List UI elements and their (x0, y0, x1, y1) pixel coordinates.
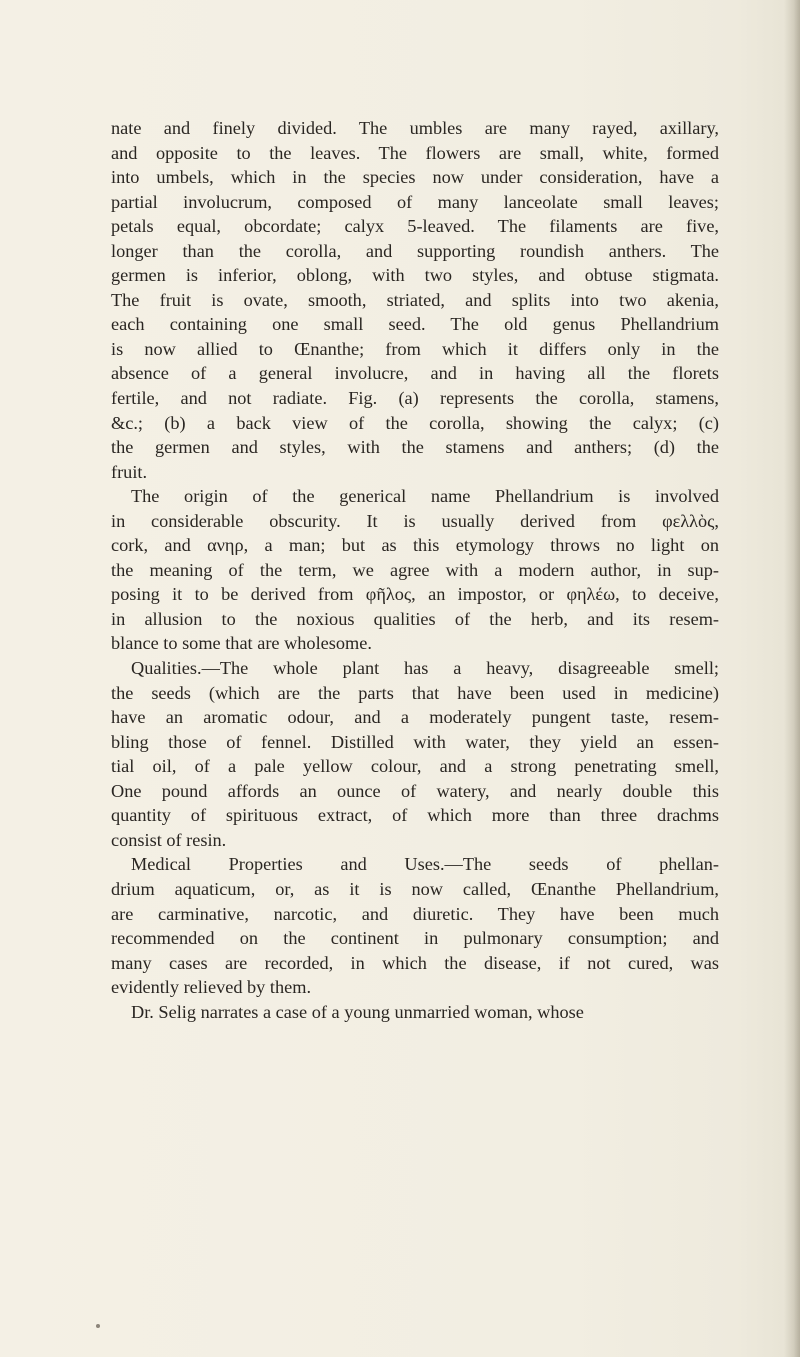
text-line: are carminative, narcotic, and diuretic. They have been much (111, 903, 719, 924)
text-line: the seeds (which are the parts that have been used in medicine) (111, 682, 719, 703)
text-line: each containing one small seed. The old genus Phellandrium (111, 314, 719, 335)
text-line: many cases are recorded, in which the disease, if not cured, was (111, 952, 719, 973)
ink-speck (96, 1324, 100, 1328)
section-heading-qualities: Qualities.—The whole plant has a heavy, disagreeable smell; (131, 658, 719, 679)
text-line: partial involucrum, composed of many lanceolate small leaves; (111, 191, 719, 212)
text-line: into umbels, which in the species now under consideration, have a (111, 167, 719, 188)
text-line: have an aromatic odour, and a moderately pungent taste, resem- (111, 707, 719, 728)
text-line: recommended on the continent in pulmonary consumption; and (111, 928, 719, 949)
text-line: germen is inferior, oblong, with two styles, and obtuse stigmata. (111, 265, 719, 286)
text-line: longer than the corolla, and supporting roundish anthers. The (111, 240, 719, 261)
text-line: fertile, and not radiate. Fig. (a) represents the corolla, stamens, (111, 388, 719, 409)
text-line: petals equal, obcordate; calyx 5-leaved. The filaments are five, (111, 216, 719, 237)
paragraph-start: Dr. Selig narrates a case of a young unmarried woman, whose (131, 1001, 584, 1022)
text-line: blance to some that are wholesome. (111, 633, 372, 654)
text-line: in considerable obscurity. It is usually derived from φελλὸς, (111, 510, 719, 531)
text-line: quantity of spirituous extract, of which more than three drachms (111, 805, 719, 826)
page-edge-shadow (784, 0, 800, 1357)
text-line: consist of resin. (111, 829, 227, 850)
text-line: bling those of fennel. Distilled with water, they yield an essen- (111, 731, 719, 752)
text-line: tial oil, of a pale yellow colour, and a strong penetrating smell, (111, 756, 719, 777)
text-line: is now allied to Œnanthe; from which it differs only in the (111, 338, 719, 359)
text-line: evidently relieved by them. (111, 977, 312, 998)
text-line: in allusion to the noxious qualities of the herb, and its resem- (111, 608, 719, 629)
text-line: cork, and ανηρ, a man; but as this etymology throws no light on (111, 535, 719, 556)
section-heading-medical: Medical Properties and Uses.—The seeds of phellan- (131, 854, 719, 875)
text-line: drium aquaticum, or, as it is now called, Œnanthe Phellandrium, (111, 878, 719, 899)
text-line: &c.; (b) a back view of the corolla, showing the calyx; (c) (111, 412, 719, 433)
text-line: posing it to be derived from φῆλος, an impostor, or φηλέω, to deceive, (111, 584, 719, 605)
text-line: the meaning of the term, we agree with a modern author, in sup- (111, 559, 719, 580)
body-text (111, 116, 719, 1024)
text-line: One pound affords an ounce of watery, and nearly double this (111, 780, 719, 801)
text-line: the germen and styles, with the stamens and anthers; (d) the (111, 437, 719, 458)
text-line: nate and finely divided. The umbles are many rayed, axillary, (111, 118, 719, 138)
text-line: absence of a general involucre, and in having all the florets (111, 363, 719, 384)
text-line: and opposite to the leaves. The flowers are small, white, formed (111, 142, 719, 163)
text-line: fruit. (111, 461, 148, 482)
paragraph-start: The origin of the generical name Phellandrium is involved (131, 486, 719, 507)
text-line: The fruit is ovate, smooth, striated, and splits into two akenia, (111, 289, 719, 310)
